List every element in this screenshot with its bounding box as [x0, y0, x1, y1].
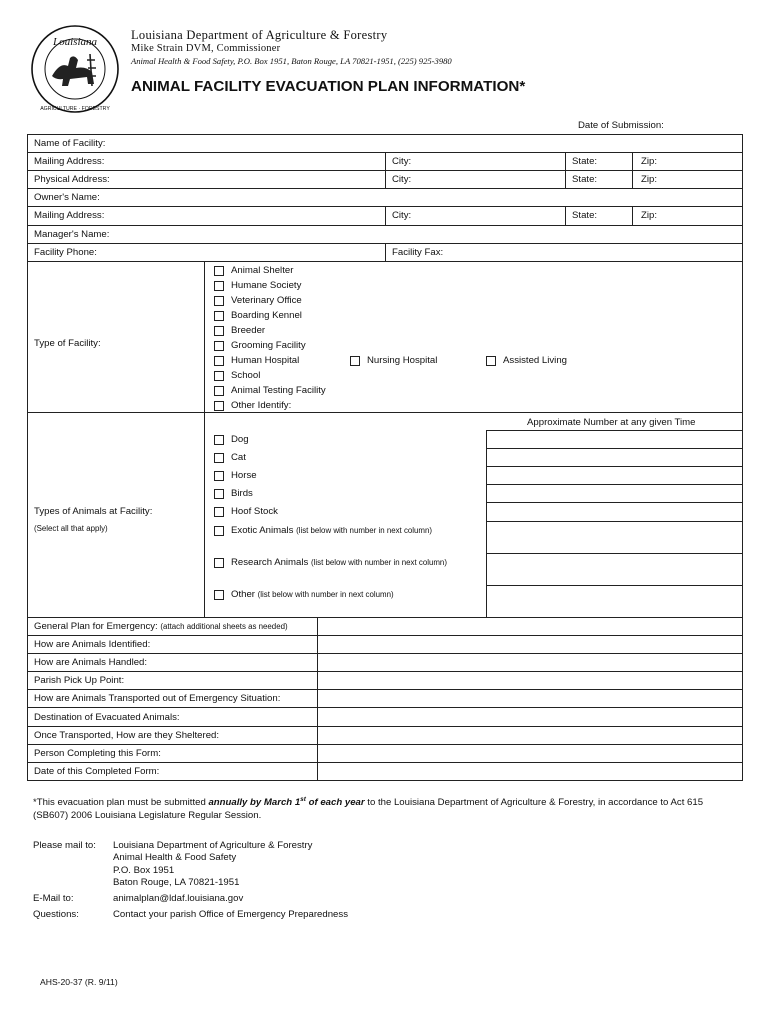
facility-type-label: Grooming Facility: [231, 340, 306, 351]
animal-type-label: Other (list below with number in next column): [231, 589, 394, 600]
checkbox-school[interactable]: [214, 371, 224, 381]
mail-address-line: Animal Health & Food Safety: [113, 852, 237, 863]
facility-phone-label: Facility Phone:: [34, 247, 97, 258]
plan-row-label: Date of this Completed Form:: [34, 766, 160, 777]
animal-type-label: Research Animals (list below with number in next column): [231, 557, 447, 568]
checkbox-animal-shelter[interactable]: [214, 266, 224, 276]
physical-address-label: Physical Address:: [34, 174, 110, 185]
checkbox-grooming-facility[interactable]: [214, 341, 224, 351]
facility-type-label: Other Identify:: [231, 400, 292, 411]
owner-name-label: Owner's Name:: [34, 192, 100, 203]
form-number: AHS-20-37 (R. 9/11): [40, 977, 118, 987]
facility-type-label: Assisted Living: [503, 355, 567, 366]
checkbox-horse[interactable]: [214, 471, 224, 481]
plan-row-label: Destination of Evacuated Animals:: [34, 712, 180, 723]
mailing-address-label: Mailing Address:: [34, 156, 105, 167]
facility-type-label: Veterinary Office: [231, 295, 302, 306]
approximate-number-header: Approximate Number at any given Time: [527, 417, 696, 428]
animal-type-label: Hoof Stock: [231, 506, 278, 517]
plan-row-label: Once Transported, How are they Sheltered:: [34, 730, 220, 741]
facility-type-label: Humane Society: [231, 280, 302, 291]
checkbox-breeder[interactable]: [214, 326, 224, 336]
checkbox-exotic-animals[interactable]: [214, 526, 224, 536]
types-of-animals-label: Types of Animals at Facility:: [34, 506, 153, 517]
svg-text:AGRICULTURE · FORESTRY: AGRICULTURE · FORESTRY: [40, 106, 110, 112]
checkbox-birds[interactable]: [214, 489, 224, 499]
checkbox-boarding-kennel[interactable]: [214, 311, 224, 321]
zip-label: Zip:: [641, 156, 657, 167]
mail-address-line: Louisiana Department of Agriculture & Forestry: [113, 840, 313, 851]
zip-label: Zip:: [641, 174, 657, 185]
manager-name-label: Manager's Name:: [34, 229, 110, 240]
form-title: ANIMAL FACILITY EVACUATION PLAN INFORMATION*: [131, 78, 526, 95]
mail-to-label: Please mail to:: [33, 840, 96, 851]
animal-type-label: Cat: [231, 452, 246, 463]
animal-type-label: Horse: [231, 470, 257, 481]
department-address: Animal Health & Food Safety, P.O. Box 1951, Baton Rouge, LA 70821-1951, (225) 925-3980: [131, 56, 452, 66]
facility-type-label: Breeder: [231, 325, 266, 336]
facility-type-label: School: [231, 370, 261, 381]
facility-type-label: Animal Shelter: [231, 265, 294, 276]
form-table: [27, 134, 743, 781]
plan-row-label: How are Animals Transported out of Emergency Situation:: [34, 693, 281, 704]
checkbox-cat[interactable]: [214, 453, 224, 463]
email-label: E-Mail to:: [33, 893, 74, 904]
checkbox-human-hospital[interactable]: [214, 356, 224, 366]
email-link[interactable]: animalplan@ldaf.louisiana.gov: [113, 893, 244, 904]
state-label: State:: [572, 174, 598, 185]
checkbox-dog[interactable]: [214, 435, 224, 445]
checkbox-animal-testing-facility[interactable]: [214, 386, 224, 396]
plan-row-label: Parish Pick Up Point:: [34, 675, 125, 686]
type-of-facility-label: Type of Facility:: [34, 338, 101, 349]
state-label: State:: [572, 156, 598, 167]
checkbox-other-animals[interactable]: [214, 590, 224, 600]
mail-address-line: P.O. Box 1951: [113, 865, 175, 876]
department-name: Louisiana Department of Agriculture & Forestry: [131, 28, 388, 42]
checkbox-other-identify[interactable]: [214, 401, 224, 411]
checkbox-humane-society[interactable]: [214, 281, 224, 291]
plan-row-label: How are Animals Handled:: [34, 657, 148, 668]
checkbox-hoof-stock[interactable]: [214, 507, 224, 517]
department-seal-logo: [30, 24, 120, 114]
facility-type-label: Boarding Kennel: [231, 310, 302, 321]
animal-type-label: Exotic Animals (list below with number in next column): [231, 525, 433, 536]
facility-fax-label: Facility Fax:: [392, 247, 444, 258]
facility-type-label: Human Hospital: [231, 355, 300, 366]
state-label: State:: [572, 210, 598, 221]
checkbox-veterinary-office[interactable]: [214, 296, 224, 306]
checkbox-nursing-hospital[interactable]: [350, 356, 360, 366]
city-label: City:: [392, 156, 412, 167]
submission-footnote: *This evacuation plan must be submitted annually by March 1st of each year to the Louisiana Department of Agriculture & Forestry, in accordance to Act 615 (SB607) 2006 Louisiana Legislature Regular Session.: [33, 796, 704, 822]
mailing-address-label: Mailing Address:: [34, 210, 105, 221]
city-label: City:: [392, 210, 412, 221]
mail-address-line: Baton Rouge, LA 70821-1951: [113, 877, 240, 888]
checkbox-assisted-living[interactable]: [486, 356, 496, 366]
questions-label: Questions:: [33, 909, 79, 920]
animal-type-label: Dog: [231, 434, 249, 445]
animal-type-label: Birds: [231, 488, 253, 499]
facility-name-label: Name of Facility:: [34, 138, 106, 149]
general-plan-label: General Plan for Emergency: (attach additional sheets as needed): [34, 621, 288, 632]
svg-text:Louisiana: Louisiana: [52, 36, 98, 48]
select-all-note: (Select all that apply): [34, 524, 108, 533]
plan-row-label: How are Animals Identified:: [34, 639, 151, 650]
commissioner-name: Mike Strain DVM, Commissioner: [131, 43, 281, 54]
questions-text: Contact your parish Office of Emergency Preparedness: [113, 909, 348, 920]
plan-row-label: Person Completing this Form:: [34, 748, 161, 759]
facility-type-label: Animal Testing Facility: [231, 385, 326, 396]
facility-type-label: Nursing Hospital: [367, 355, 438, 366]
date-of-submission-label: Date of Submission:: [578, 120, 664, 131]
zip-label: Zip:: [641, 210, 657, 221]
checkbox-research-animals[interactable]: [214, 558, 224, 568]
city-label: City:: [392, 174, 412, 185]
